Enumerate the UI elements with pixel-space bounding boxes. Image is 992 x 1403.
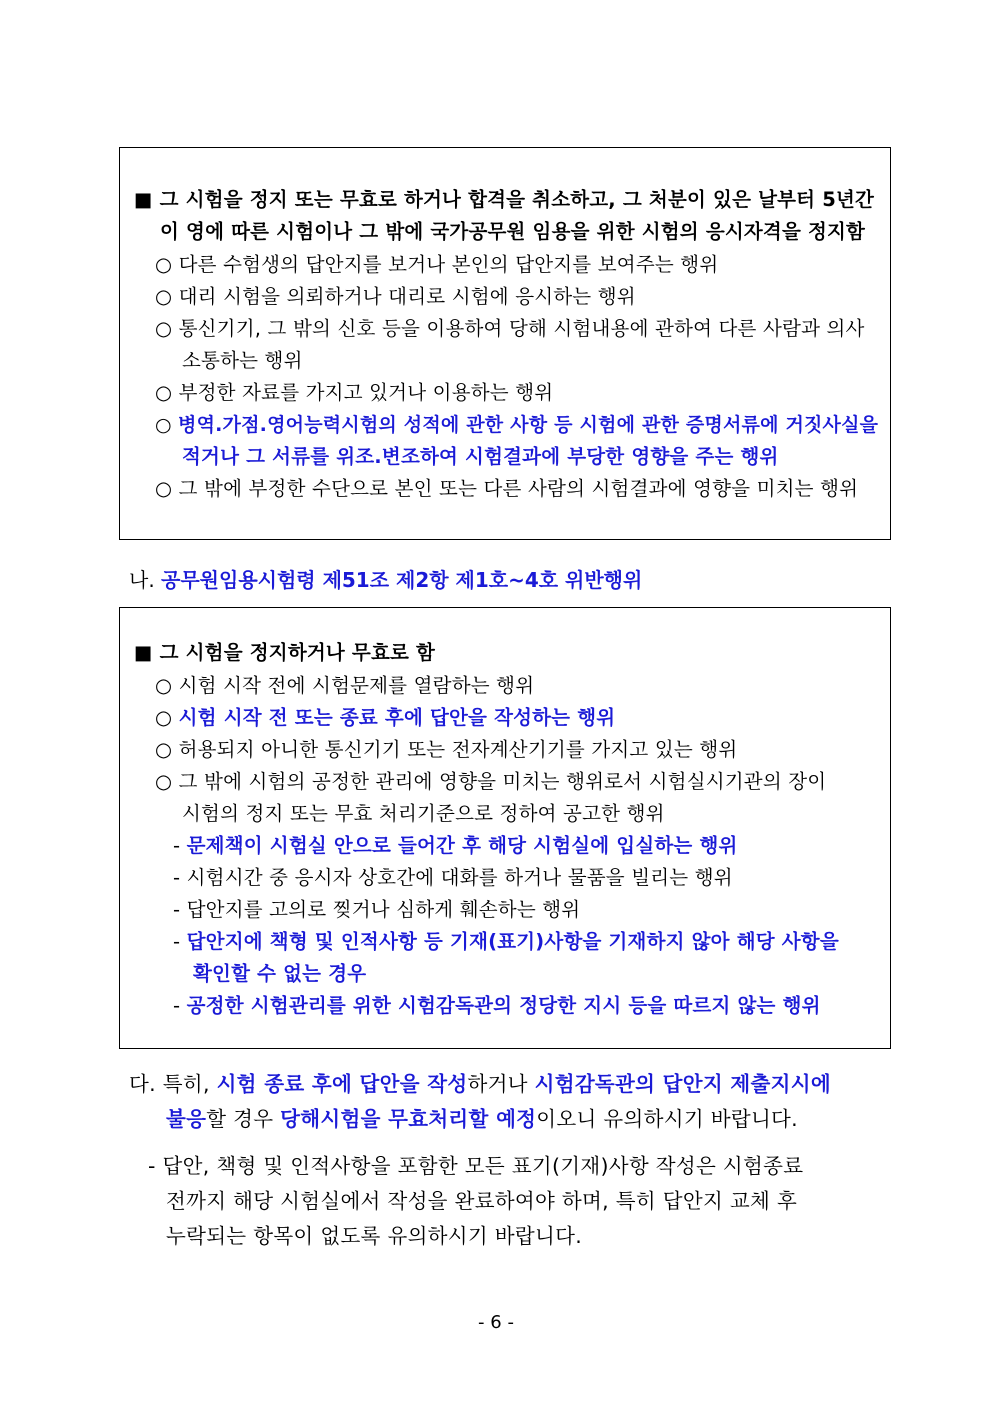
box1-item-5-bullet: ○ [155,414,179,436]
box2-sub-4-text: 답안지에 책형 및 인적사항 등 기재(표기)사항을 기재하지 않아 해당 사항을 [186,930,839,953]
box2-sub-5-dash: - [173,994,187,1017]
section-da-note-line1: - 답안, 책형 및 인적사항을 포함한 모든 표기(기재)사항 작성은 시험종료 [148,1154,804,1178]
box1-heading-line1: ■ 그 시험을 정지 또는 무효로 하거나 합격을 취소하고, 그 처분이 있은 날부터 5년간 [134,188,875,211]
section-na-title: 공무원임용시험령 제51조 제2항 제1호~4호 위반행위 [161,568,643,592]
box1-item-5-line1 [155,412,878,438]
box2-item-4-line1: ○ 그 밖에 시험의 공정한 관리에 영향을 미치는 행위로서 시험실시기관의 장이 [155,770,827,793]
box1-item-5-text: 병역.가점.영어능력시험의 성적에 관한 사항 등 시험에 관한 증명서류에 거짓사실을 [178,414,879,436]
box1-heading-line2: 이 영에 따른 시험이나 그 밖에 국가공무원 임용을 위한 시험의 응시자격을 정지함 [160,220,866,243]
section-da-note-line3: 누락되는 항목이 없도록 유의하시기 바랍니다. [166,1224,583,1248]
box2-sub-1 [173,833,738,859]
section-da-p1: 다. 특히, [129,1072,217,1096]
box2-sub-2: - 시험시간 중 응시자 상호간에 대화를 하거나 물품을 빌리는 행위 [173,866,733,889]
box2-item-2-bullet: ○ [155,706,179,729]
section-da-p3: 할 경우 [206,1107,281,1131]
section-na-prefix: 나. [129,568,162,592]
box1-item-4: ○ 부정한 자료를 가지고 있거나 이용하는 행위 [155,381,554,404]
section-na-heading [129,566,642,594]
box2-sub-5-text: 공정한 시험관리를 위한 시험감독관의 정당한 지시 등을 따르지 않는 행위 [186,994,821,1017]
section-da-b2: 시험감독관의 답안지 제출지시에 [534,1072,831,1096]
box2-item-3: ○ 허용되지 아니한 통신기기 또는 전자계산기기를 가지고 있는 행위 [155,738,738,761]
section-da-b3: 불응 [166,1107,207,1131]
box2-heading: ■ 그 시험을 정지하거나 무효로 함 [134,641,436,664]
page-number: - 6 - [478,1312,514,1333]
box2-item-2-text: 시험 시작 전 또는 종료 후에 답안을 작성하는 행위 [178,706,616,729]
box2-item-2 [155,705,615,731]
box2-sub-4-line2: 확인할 수 없는 경우 [193,962,367,985]
section-da-p2: 하거나 [467,1072,535,1096]
box2-sub-3: - 답안지를 고의로 찢거나 심하게 훼손하는 행위 [173,898,581,921]
box2-sub-4-dash: - [173,930,187,953]
box2-item-4-line2: 시험의 정지 또는 무효 처리기준으로 정하여 공고한 행위 [182,802,665,825]
box2-sub-1-text: 문제책이 시험실 안으로 들어간 후 해당 시험실에 입실하는 행위 [186,834,738,857]
box2-item-1: ○ 시험 시작 전에 시험문제를 열람하는 행위 [155,674,535,697]
section-da-b4: 당해시험을 무효처리할 예정 [280,1107,537,1131]
box1-item-2: ○ 대리 시험을 의뢰하거나 대리로 시험에 응시하는 행위 [155,285,636,308]
box1-item-6: ○ 그 밖에 부정한 수단으로 본인 또는 다른 사람의 시험결과에 영향을 미치는 행위 [155,477,859,500]
box2-sub-5 [173,993,821,1019]
section-da-line1 [129,1069,831,1099]
section-da-line2 [166,1104,798,1134]
section-da-note-line2: 전까지 해당 시험실에서 작성을 완료하여야 하며, 특히 답안지 교체 후 [166,1189,798,1213]
box1-item-1: ○ 다른 수험생의 답안지를 보거나 본인의 답안지를 보여주는 행위 [155,253,719,276]
section-da-p4: 이오니 유의하시기 바랍니다. [536,1107,798,1131]
box2-sub-1-dash: - [173,834,187,857]
box1-item-5-line2: 적거나 그 서류를 위조.변조하여 시험결과에 부당한 영향을 주는 행위 [182,445,779,468]
box2-sub-4-line1 [173,929,839,955]
section-da-b1: 시험 종료 후에 답안을 작성 [216,1072,468,1096]
box1-item-3-line2: 소통하는 행위 [182,349,303,372]
box1-item-3-line1: ○ 통신기기, 그 밖의 신호 등을 이용하여 당해 시험내용에 관하여 다른 사람과 의사 [155,317,865,340]
